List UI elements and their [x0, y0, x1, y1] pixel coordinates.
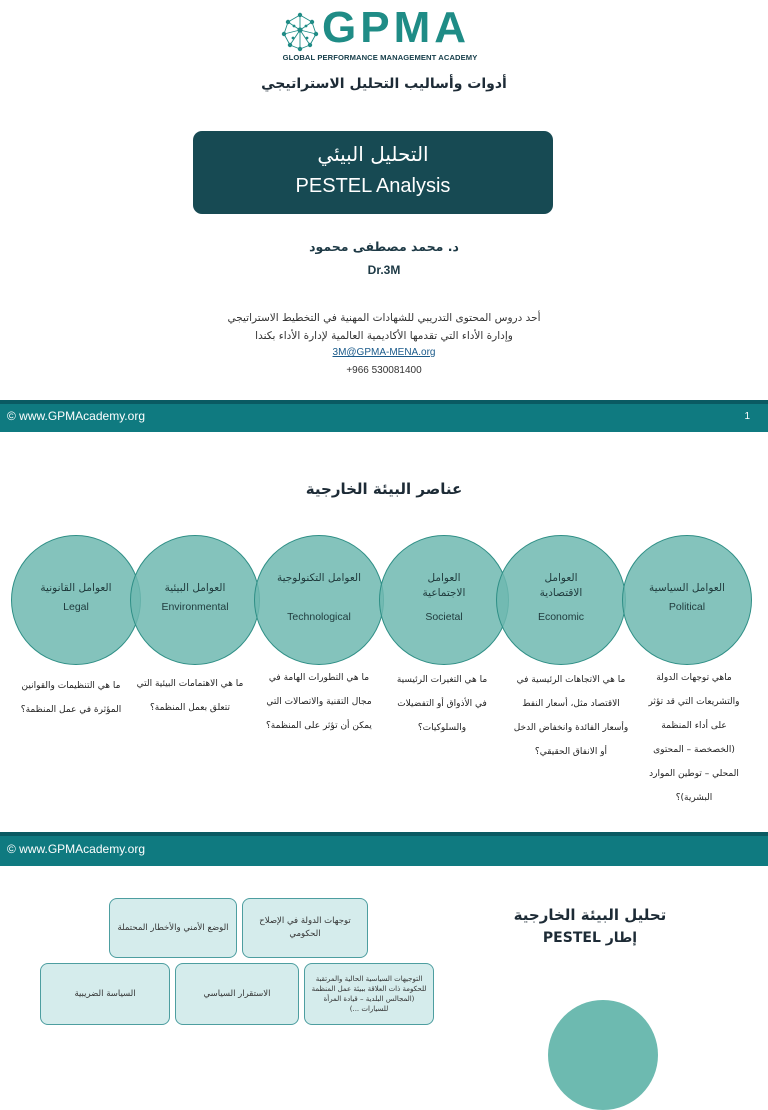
- globe-logo-icon: [280, 12, 320, 52]
- societal-label: العوامل الاجتماعية: [422, 572, 466, 599]
- economic-question: ما هي الاتجاهات الرئيسية في الاقتصاد مثل، أسعار النفط وأسعار الفائدة وانخفاض الدخل أو الانفاق الحقيقي؟: [513, 675, 629, 757]
- legal-question: ما هي التنظيمات والقوانين المؤثرة في عمل المنظمة؟: [20, 681, 122, 715]
- current-political-trends-box: التوجيهات السياسية الحالية والمرتقبة للحكومة ذات العلاقة ببيئة عمل المنظمة (المجالس البلدية – قيادة المرأة للسيارات ...): [304, 963, 434, 1025]
- footer-website[interactable]: © www.GPMAcademy.org: [7, 842, 145, 856]
- societal-question: ما هي التغيرات الرئيسية في الأذواق أو التفضيلات والسلوكيات؟: [396, 675, 488, 733]
- political-question: ماهي توجهات الدولة والتشريعات التي قد تؤثر على أداء المنظمة (الخصخصة – المحتوى المحلي – توطين الموارد البشرية)؟: [648, 673, 740, 803]
- political-label-en: Political: [668, 601, 706, 613]
- author-name-arabic: د. محمد مصطفى محمود: [309, 239, 459, 254]
- environmental-label-en: Environmental: [161, 601, 229, 613]
- environmental-label: العوامل البيئية: [164, 582, 226, 594]
- slide-title-arabic: التحليل البيئي: [317, 142, 429, 166]
- environmental-question: ما هي الاهتمامات البيئية التي تتعلق بعمل المنظمة؟: [136, 679, 244, 713]
- economic-label-en: Economic: [537, 611, 585, 623]
- political-circle: [622, 535, 752, 665]
- environmental-circle: [130, 535, 260, 665]
- technological-question: ما هي التطورات الهامة في مجال التقنية والاتصالات التي يمكن أن تؤثر على المنظمة؟: [266, 673, 372, 731]
- slide3-title: تحليل البيئة الخارجية: [513, 906, 667, 924]
- title-box: [193, 131, 553, 214]
- political-stability-box: الاستقرار السياسي: [175, 963, 299, 1025]
- author-name-english: Dr.3M: [367, 263, 401, 277]
- security-box: الوضع الأمني والأخطار المحتملة: [109, 898, 237, 958]
- deck-title: أدوات وأساليب التحليل الاستراتيجي: [261, 76, 507, 92]
- government-reform-box: توجهات الدولة في الإصلاح الحكومي: [242, 898, 368, 958]
- slide-title-english: PESTEL Analysis: [295, 175, 451, 197]
- legal-label-en: Legal: [63, 601, 89, 613]
- footer-stripe: [0, 832, 768, 836]
- legal-label: العوامل القانونية: [40, 582, 112, 594]
- phone-number: +966 530081400: [346, 365, 422, 376]
- description-line-1: أحد دروس المحتوى التدريبي للشهادات المهنية في التخطيط الاستراتيجي: [227, 312, 541, 324]
- technological-label: العوامل التكنولوجية: [276, 572, 362, 584]
- footer-bar: [0, 832, 768, 866]
- page-number: 1: [744, 411, 750, 422]
- political-label: العوامل السياسية: [649, 582, 725, 594]
- slide3-subtitle: إطار PESTEL: [542, 930, 638, 946]
- societal-label-en: Societal: [425, 611, 463, 623]
- economic-label: العوامل الاقتصادية: [539, 572, 583, 599]
- technological-circle: [254, 535, 384, 665]
- footer-website[interactable]: © www.GPMAcademy.org: [7, 409, 145, 423]
- logo-wordmark: GPMA: [322, 3, 470, 52]
- technological-label-en: Technological: [287, 611, 351, 623]
- legal-circle: [11, 535, 141, 665]
- pestel-circle: [548, 1000, 658, 1110]
- tax-policy-box: السياسة الضريبية: [40, 963, 170, 1025]
- footer-bar: [0, 400, 768, 432]
- email-link[interactable]: 3M@GPMA-MENA.org: [332, 347, 436, 358]
- footer-stripe: [0, 400, 768, 404]
- external-environment-title: عناصر البيئة الخارجية: [305, 480, 463, 498]
- description-line-2: وإدارة الأداء التي تقدمها الأكاديمية العالمية لإدارة الأداء بكندا: [255, 330, 513, 342]
- logo-tagline: GLOBAL PERFORMANCE MANAGEMENT ACADEMY: [282, 53, 478, 62]
